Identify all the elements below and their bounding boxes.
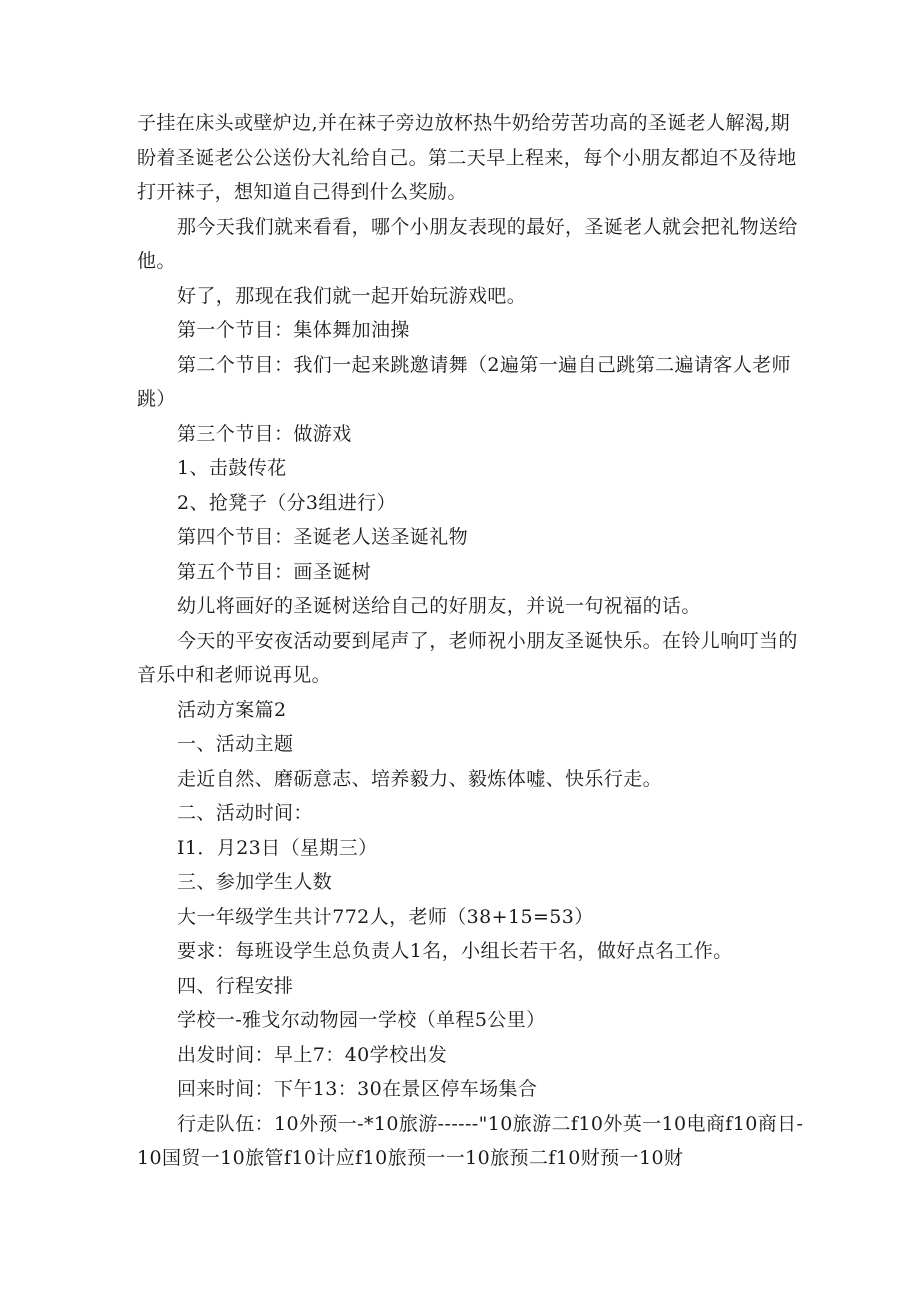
program-item-4: 第四个节目：圣诞老人送圣诞礼物 — [177, 526, 469, 548]
paragraph-1: 子挂在床头或壁炉边,并在袜子旁边放杯热牛奶给劳苦功高的圣诞老人解渴,期盼着圣诞老公公送份大礼给自己。第二天早上程来，每个小朋友都迫不及待地打开袜子，想知道自己得到什么奖励。 — [137, 112, 797, 203]
paragraph-closing: 今天的平安夜活动要到尾声了，老师祝小朋友圣诞快乐。在铃儿响叮当的音乐中和老师说再见。 — [137, 629, 798, 686]
program-item-5: 第五个节目：画圣诞树 — [177, 560, 372, 583]
heading-itinerary: 四、行程安排 — [177, 974, 294, 997]
program-item-1: 第一个节目：集体舞加油操 — [177, 319, 410, 341]
document-body — [137, 106, 807, 1176]
requirements-text: 要求：每班设学生总负责人1名，小组长若干名，做好点名工作。 — [177, 940, 733, 962]
paragraph-2: 那今天我们就来看看，哪个小朋友表现的最好，圣诞老人就会把礼物送给他。 — [137, 215, 798, 272]
time-text: I1．月23日（星期三） — [177, 836, 378, 859]
section-title: 活动方案篇2 — [177, 698, 287, 721]
participants-text: 大一年级学生共计772人，老师（38+15=53） — [177, 905, 594, 928]
theme-text: 走近自然、磨砺意志、培养毅力、毅炼体嘘、快乐行走。 — [177, 767, 663, 790]
paragraph-3: 好了，那现在我们就一起开始玩游戏吧。 — [177, 284, 527, 307]
heading-participants: 三、参加学生人数 — [177, 871, 333, 893]
route-text: 学校一-雅戈尔动物园一学校（单程5公里） — [177, 1009, 546, 1031]
return-text: 回来时间：下午13：30在景区停车场集合 — [177, 1078, 538, 1100]
paragraph-tree: 幼儿将画好的圣诞树送给自己的好朋友，并说一句祝福的话。 — [177, 595, 701, 617]
game-item-2: 2、抢凳子（分3组进行） — [177, 491, 396, 514]
team-order-text: 行走队伍：10外预一-*10旅游------"10旅游二f10外英一10电商f10商日-10国贸一10旅管f10计应f10旅预一一10旅预二f10财预一10财 — [137, 1112, 804, 1169]
program-item-2: 第二个节目：我们一起来跳邀请舞（2遍第一遍自己跳第二遍请客人老师跳） — [137, 353, 791, 410]
game-item-1: 1、击鼓传花 — [177, 457, 287, 479]
heading-time: 二、活动时间： — [177, 802, 313, 824]
heading-theme: 一、活动主题 — [177, 733, 294, 755]
program-item-3: 第三个节目：做游戏 — [177, 422, 352, 445]
departure-text: 出发时间：早上7：40学校出发 — [177, 1043, 448, 1066]
